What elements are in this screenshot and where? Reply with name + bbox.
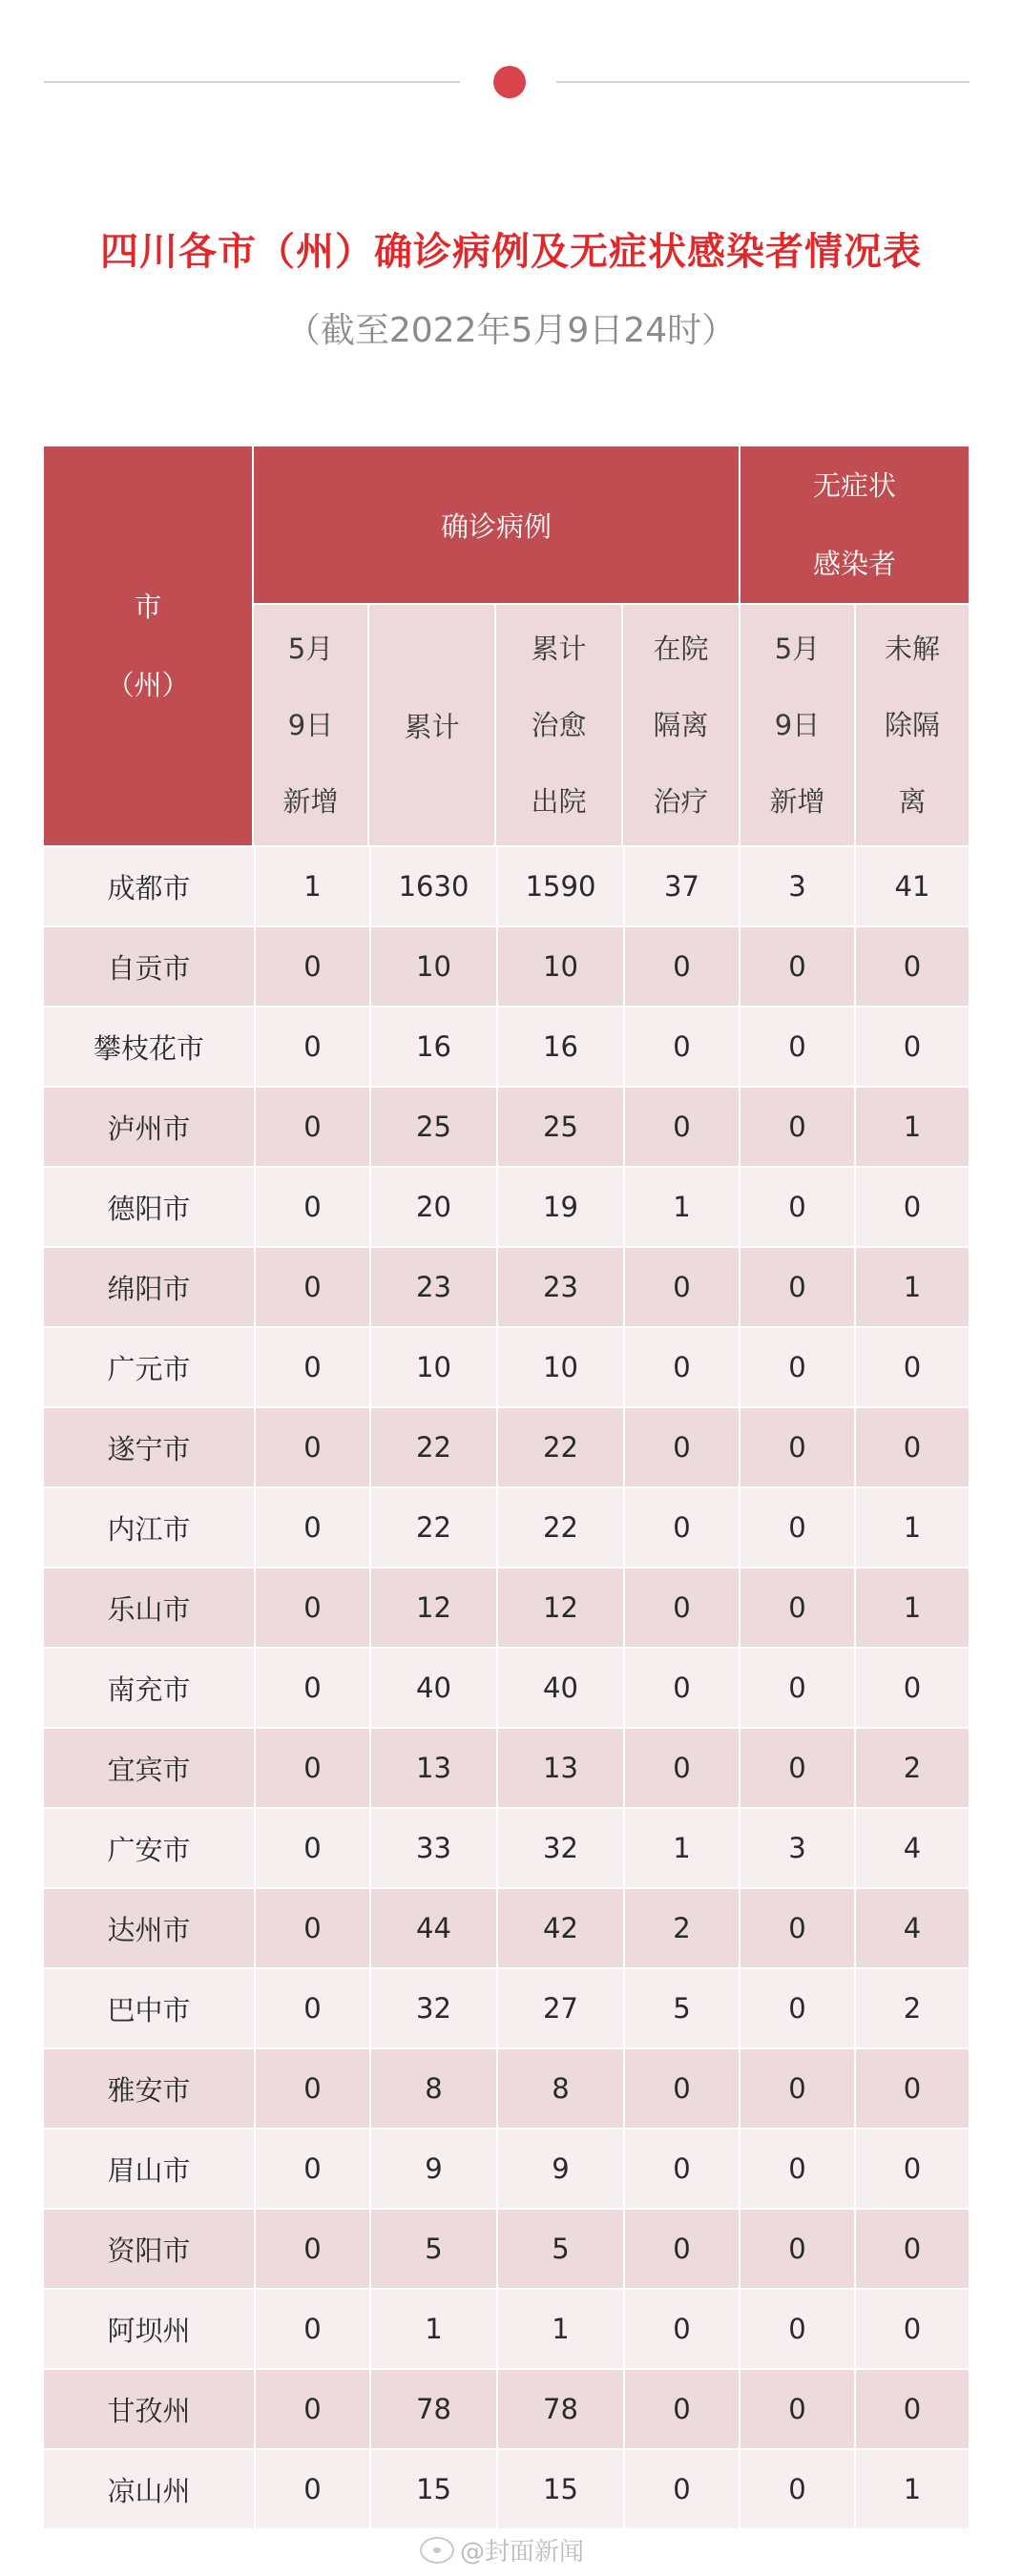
cured-cell: 22 xyxy=(496,1408,623,1486)
table-row xyxy=(44,845,969,925)
source-watermark xyxy=(420,2532,584,2567)
city-cell: 宜宾市 xyxy=(107,1753,191,1786)
asym-unreleased-cell: 1 xyxy=(854,1248,969,1326)
hospitalized-cell: 0 xyxy=(623,1649,739,1727)
cured-cell: 10 xyxy=(496,927,623,1006)
header-text: 新增 xyxy=(769,785,825,818)
cumulative-cell: 22 xyxy=(369,1488,496,1567)
city-cell: 甘孜州 xyxy=(107,2394,191,2427)
hospitalized-cell: 0 xyxy=(623,1408,739,1486)
table-row xyxy=(44,1727,969,1807)
new-confirmed-cell: 0 xyxy=(254,1088,369,1166)
city-cell: 内江市 xyxy=(107,1512,191,1546)
new-confirmed-cell: 0 xyxy=(254,927,369,1006)
city-cell: 遂宁市 xyxy=(107,1432,191,1465)
asym-unreleased-cell: 1 xyxy=(854,1488,969,1567)
hospitalized-cell: 0 xyxy=(623,2210,739,2288)
header-cumulative xyxy=(369,605,494,845)
table-row xyxy=(44,1006,969,1086)
header-text: 9日 xyxy=(774,709,821,741)
city-cell: 广元市 xyxy=(107,1352,191,1385)
city-cell: 阿坝州 xyxy=(107,2314,191,2347)
header-text: 治愈 xyxy=(531,709,587,741)
city-cell: 攀枝花市 xyxy=(93,1031,204,1065)
table-row xyxy=(44,1086,969,1166)
asym-new-cell: 0 xyxy=(739,1328,854,1406)
cumulative-cell: 25 xyxy=(369,1088,496,1166)
hospitalized-cell: 1 xyxy=(623,1809,739,1887)
table-row xyxy=(44,1647,969,1727)
header-new-confirmed xyxy=(254,605,367,845)
asym-unreleased-cell: 0 xyxy=(854,1168,969,1246)
asym-unreleased-cell: 0 xyxy=(854,1649,969,1727)
table-row xyxy=(44,1166,969,1246)
asym-new-cell: 0 xyxy=(739,1729,854,1807)
decorative-dot xyxy=(493,66,526,98)
cumulative-cell: 16 xyxy=(369,1008,496,1086)
hospitalized-cell: 0 xyxy=(623,1568,739,1647)
decorative-line-left xyxy=(44,81,460,83)
city-cell: 成都市 xyxy=(107,871,191,904)
city-cell: 广安市 xyxy=(107,1833,191,1866)
hospitalized-cell: 0 xyxy=(623,1248,739,1326)
hospitalized-cell: 0 xyxy=(623,1729,739,1807)
cumulative-cell: 5 xyxy=(369,2210,496,2288)
cured-cell: 12 xyxy=(496,1568,623,1647)
new-confirmed-cell: 0 xyxy=(254,1729,369,1807)
asym-unreleased-cell: 0 xyxy=(854,2370,969,2448)
asym-unreleased-cell: 0 xyxy=(854,1408,969,1486)
table-row xyxy=(44,2448,969,2528)
header-text: 9日 xyxy=(287,709,334,741)
city-cell: 凉山州 xyxy=(107,2474,191,2507)
asym-new-cell: 0 xyxy=(739,1889,854,1967)
cured-cell: 40 xyxy=(496,1649,623,1727)
cumulative-cell: 9 xyxy=(369,2129,496,2208)
watermark-text: @封面新闻 xyxy=(460,2538,585,2566)
cured-cell: 16 xyxy=(496,1008,623,1086)
asym-unreleased-cell: 0 xyxy=(854,1328,969,1406)
cured-cell: 22 xyxy=(496,1488,623,1567)
header-text: 离 xyxy=(898,785,927,818)
city-cell: 乐山市 xyxy=(107,1592,191,1626)
asym-new-cell: 0 xyxy=(739,2129,854,2208)
cumulative-cell: 22 xyxy=(369,1408,496,1486)
cured-cell: 5 xyxy=(496,2210,623,2288)
cumulative-cell: 13 xyxy=(369,1729,496,1807)
header-asym-new xyxy=(740,605,854,845)
city-cell: 绵阳市 xyxy=(107,1272,191,1305)
weibo-icon xyxy=(420,2537,454,2564)
decorative-line-right xyxy=(556,81,970,83)
new-confirmed-cell: 0 xyxy=(254,2049,369,2128)
header-text: 出院 xyxy=(531,785,587,818)
table-row xyxy=(44,1807,969,1887)
hospitalized-cell: 0 xyxy=(623,2129,739,2208)
cured-cell: 9 xyxy=(496,2129,623,2208)
header-text: 新增 xyxy=(282,785,339,818)
asym-new-cell: 0 xyxy=(739,1649,854,1727)
cumulative-cell: 8 xyxy=(369,2049,496,2128)
asym-new-cell: 0 xyxy=(739,1088,854,1166)
cured-cell: 42 xyxy=(496,1889,623,1967)
asym-unreleased-cell: 0 xyxy=(854,1008,969,1086)
header-hospitalized xyxy=(623,605,739,845)
asym-new-cell: 0 xyxy=(739,927,854,1006)
asym-unreleased-cell: 1 xyxy=(854,1088,969,1166)
asym-unreleased-cell: 1 xyxy=(854,1568,969,1647)
new-confirmed-cell: 0 xyxy=(254,1649,369,1727)
asym-new-cell: 0 xyxy=(739,2049,854,2128)
new-confirmed-cell: 0 xyxy=(254,1568,369,1647)
header-text: 5月 xyxy=(287,633,334,665)
city-cell: 资阳市 xyxy=(107,2233,191,2267)
asym-new-cell: 0 xyxy=(739,1488,854,1567)
new-confirmed-cell: 0 xyxy=(254,2290,369,2368)
hospitalized-cell: 0 xyxy=(623,1088,739,1166)
hospitalized-cell: 0 xyxy=(623,2450,739,2528)
new-confirmed-cell: 0 xyxy=(254,1408,369,1486)
header-text: 累计 xyxy=(531,633,587,665)
city-cell: 泸州市 xyxy=(107,1111,191,1145)
hospitalized-cell: 0 xyxy=(623,2370,739,2448)
new-confirmed-cell: 0 xyxy=(254,1008,369,1086)
cured-cell: 32 xyxy=(496,1809,623,1887)
city-cell: 达州市 xyxy=(107,1913,191,1946)
table-row xyxy=(44,2128,969,2208)
asym-new-cell: 0 xyxy=(739,1248,854,1326)
cumulative-cell: 44 xyxy=(369,1889,496,1967)
cured-cell: 13 xyxy=(496,1729,623,1807)
cumulative-cell: 10 xyxy=(369,1328,496,1406)
city-cell: 南充市 xyxy=(107,1672,191,1706)
header-text: 除隔 xyxy=(884,709,940,741)
cured-cell: 15 xyxy=(496,2450,623,2528)
asym-new-cell: 0 xyxy=(739,1969,854,2047)
header-asym-group xyxy=(740,447,969,603)
header-text: 累计 xyxy=(404,710,460,743)
table-row xyxy=(44,1567,969,1647)
asym-new-cell: 0 xyxy=(739,2450,854,2528)
header-city-line2: （州） xyxy=(106,669,190,701)
asym-unreleased-cell: 0 xyxy=(854,2049,969,2128)
asym-new-cell: 0 xyxy=(739,1008,854,1086)
city-cell: 自贡市 xyxy=(107,951,191,985)
asym-unreleased-cell: 0 xyxy=(854,2290,969,2368)
table-header xyxy=(44,447,969,845)
table-row xyxy=(44,1406,969,1486)
city-cell: 眉山市 xyxy=(107,2153,191,2187)
hospitalized-cell: 0 xyxy=(623,1328,739,1406)
header-text: 治疗 xyxy=(653,785,709,818)
asym-unreleased-cell: 0 xyxy=(854,927,969,1006)
header-asym-line1: 无症状 xyxy=(812,469,896,502)
new-confirmed-cell: 1 xyxy=(254,847,369,925)
page-title: 四川各市（州）确诊病例及无症状感染者情况表 xyxy=(100,230,922,274)
header-text: 在院 xyxy=(653,633,709,665)
cured-cell: 19 xyxy=(496,1168,623,1246)
header-city-line1: 市 xyxy=(134,591,162,623)
asym-unreleased-cell: 41 xyxy=(854,847,969,925)
cumulative-cell: 10 xyxy=(369,927,496,1006)
hospitalized-cell: 0 xyxy=(623,1488,739,1567)
table-row xyxy=(44,2047,969,2128)
hospitalized-cell: 5 xyxy=(623,1969,739,2047)
new-confirmed-cell: 0 xyxy=(254,2129,369,2208)
cumulative-cell: 78 xyxy=(369,2370,496,2448)
table-row xyxy=(44,1486,969,1567)
cured-cell: 10 xyxy=(496,1328,623,1406)
asym-unreleased-cell: 2 xyxy=(854,1729,969,1807)
city-cell: 巴中市 xyxy=(107,1993,191,2026)
asym-new-cell: 0 xyxy=(739,2370,854,2448)
header-confirmed-label: 确诊病例 xyxy=(440,509,552,543)
table-row xyxy=(44,1967,969,2047)
hospitalized-cell: 0 xyxy=(623,2049,739,2128)
cured-cell: 25 xyxy=(496,1088,623,1166)
cured-cell: 78 xyxy=(496,2370,623,2448)
new-confirmed-cell: 0 xyxy=(254,1328,369,1406)
asym-unreleased-cell: 0 xyxy=(854,2210,969,2288)
asym-new-cell: 3 xyxy=(739,1809,854,1887)
new-confirmed-cell: 0 xyxy=(254,2210,369,2288)
table-row xyxy=(44,1326,969,1406)
header-text: 5月 xyxy=(774,633,821,665)
cured-cell: 1590 xyxy=(496,847,623,925)
hospitalized-cell: 0 xyxy=(623,927,739,1006)
asym-unreleased-cell: 0 xyxy=(854,2129,969,2208)
new-confirmed-cell: 0 xyxy=(254,2370,369,2448)
new-confirmed-cell: 0 xyxy=(254,2450,369,2528)
table-row xyxy=(44,2368,969,2448)
header-confirmed-group xyxy=(254,447,739,603)
asym-unreleased-cell: 1 xyxy=(854,2450,969,2528)
asym-unreleased-cell: 4 xyxy=(854,1809,969,1887)
cumulative-cell: 33 xyxy=(369,1809,496,1887)
city-cell: 德阳市 xyxy=(107,1192,191,1225)
table-row xyxy=(44,925,969,1006)
cumulative-cell: 1630 xyxy=(369,847,496,925)
cumulative-cell: 20 xyxy=(369,1168,496,1246)
cured-cell: 27 xyxy=(496,1969,623,2047)
table-row xyxy=(44,1246,969,1326)
new-confirmed-cell: 0 xyxy=(254,1488,369,1567)
hospitalized-cell: 2 xyxy=(623,1889,739,1967)
cured-cell: 1 xyxy=(496,2290,623,2368)
cumulative-cell: 12 xyxy=(369,1568,496,1647)
header-text: 隔离 xyxy=(653,709,709,741)
asym-new-cell: 0 xyxy=(739,2210,854,2288)
cumulative-cell: 1 xyxy=(369,2290,496,2368)
new-confirmed-cell: 0 xyxy=(254,1809,369,1887)
cured-cell: 8 xyxy=(496,2049,623,2128)
header-asym-unreleased xyxy=(856,605,969,845)
hospitalized-cell: 0 xyxy=(623,2290,739,2368)
hospitalized-cell: 37 xyxy=(623,847,739,925)
asym-unreleased-cell: 2 xyxy=(854,1969,969,2047)
header-cured xyxy=(496,605,621,845)
asym-new-cell: 0 xyxy=(739,2290,854,2368)
new-confirmed-cell: 0 xyxy=(254,1969,369,2047)
table-row xyxy=(44,2288,969,2368)
asym-new-cell: 0 xyxy=(739,1168,854,1246)
cured-cell: 23 xyxy=(496,1248,623,1326)
table-body xyxy=(44,845,969,2528)
cumulative-cell: 23 xyxy=(369,1248,496,1326)
asym-new-cell: 3 xyxy=(739,847,854,925)
hospitalized-cell: 1 xyxy=(623,1168,739,1246)
table-row xyxy=(44,2208,969,2288)
header-text: 未解 xyxy=(884,633,940,665)
hospitalized-cell: 0 xyxy=(623,1008,739,1086)
new-confirmed-cell: 0 xyxy=(254,1889,369,1967)
cumulative-cell: 15 xyxy=(369,2450,496,2528)
page-subtitle: （截至2022年5月9日24时） xyxy=(285,311,737,350)
cumulative-cell: 32 xyxy=(369,1969,496,2047)
header-city xyxy=(44,447,252,845)
header-asym-line2: 感染者 xyxy=(812,548,896,580)
cumulative-cell: 40 xyxy=(369,1649,496,1727)
new-confirmed-cell: 0 xyxy=(254,1168,369,1246)
asym-unreleased-cell: 4 xyxy=(854,1889,969,1967)
asym-new-cell: 0 xyxy=(739,1568,854,1647)
cases-table xyxy=(44,447,969,2528)
table-row xyxy=(44,1887,969,1967)
city-cell: 雅安市 xyxy=(107,2073,191,2107)
asym-new-cell: 0 xyxy=(739,1408,854,1486)
new-confirmed-cell: 0 xyxy=(254,1248,369,1326)
